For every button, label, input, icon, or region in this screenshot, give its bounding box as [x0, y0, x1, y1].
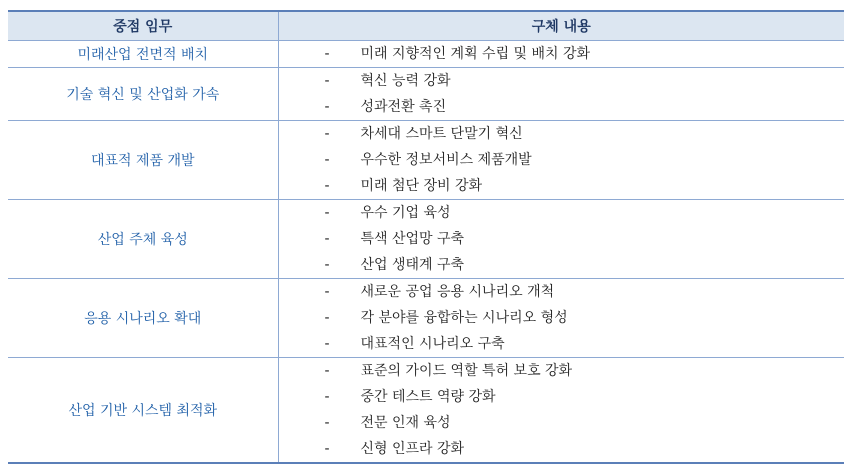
detail-text: 새로운 공업 응용 시나리오 개척: [360, 284, 555, 300]
detail-text: 특색 산업망 구축: [360, 231, 465, 247]
task-cell: 미래산업 전면적 배치: [8, 41, 278, 68]
detail-text: 미래 첨단 장비 강화: [360, 178, 483, 194]
detail-item: [279, 305, 845, 331]
bullet-dash: -: [324, 389, 330, 405]
bullet-dash: -: [324, 441, 330, 457]
task-cell: 응용 시나리오 확대: [8, 279, 278, 358]
detail-text: 우수한 정보서비스 제품개발: [360, 152, 532, 168]
table-row: [8, 41, 844, 68]
detail-text: 혁신 능력 강화: [360, 73, 451, 89]
details-cell: [278, 200, 844, 279]
detail-item: [279, 173, 845, 199]
details-cell: [278, 41, 844, 68]
detail-item: [279, 121, 845, 147]
detail-text: 차세대 스마트 단말기 혁신: [360, 126, 523, 142]
header-details: 구체 내용: [278, 11, 844, 41]
task-cell: 산업 기반 시스템 최적화: [8, 358, 278, 464]
detail-item: [279, 94, 845, 120]
detail-item: [279, 358, 845, 384]
bullet-dash: -: [324, 284, 330, 300]
table-row: [8, 358, 844, 464]
details-cell: [278, 279, 844, 358]
detail-text: 각 분야를 융합하는 시나리오 형성: [360, 310, 568, 326]
bullet-dash: -: [324, 46, 330, 62]
detail-text: 전문 인재 육성: [360, 415, 451, 431]
detail-item: [279, 68, 845, 94]
bullet-dash: -: [324, 336, 330, 352]
detail-item: [279, 41, 845, 67]
details-cell: [278, 358, 844, 464]
detail-item: [279, 384, 845, 410]
detail-item: [279, 279, 845, 305]
bullet-dash: -: [324, 99, 330, 115]
bullet-dash: -: [324, 310, 330, 326]
detail-item: [279, 147, 845, 173]
table-row: [8, 121, 844, 200]
task-cell: 기술 혁신 및 산업화 가속: [8, 68, 278, 121]
bullet-dash: -: [324, 126, 330, 142]
bullet-dash: -: [324, 73, 330, 89]
details-cell: [278, 68, 844, 121]
bullet-dash: -: [324, 178, 330, 194]
detail-text: 대표적인 시나리오 구축: [360, 336, 505, 352]
detail-text: 미래 지향적인 계획 수립 및 배치 강화: [360, 46, 591, 62]
mission-table: [8, 10, 844, 464]
task-cell: 산업 주체 육성: [8, 200, 278, 279]
table-row: [8, 200, 844, 279]
bullet-dash: -: [324, 152, 330, 168]
bullet-dash: -: [324, 257, 330, 273]
detail-item: [279, 226, 845, 252]
table-row: [8, 279, 844, 358]
bullet-dash: -: [324, 205, 330, 221]
detail-text: 성과전환 촉진: [360, 99, 447, 115]
table-row: [8, 68, 844, 121]
details-cell: [278, 121, 844, 200]
detail-text: 표준의 가이드 역할 특허 보호 강화: [360, 363, 573, 379]
task-cell: 대표적 제품 개발: [8, 121, 278, 200]
detail-text: 신형 인프라 강화: [360, 441, 465, 457]
detail-item: [279, 410, 845, 436]
detail-item: [279, 200, 845, 226]
detail-item: [279, 331, 845, 357]
detail-item: [279, 252, 845, 278]
bullet-dash: -: [324, 231, 330, 247]
detail-text: 우수 기업 육성: [360, 205, 451, 221]
header-row: [8, 11, 844, 41]
detail-text: 중간 테스트 역량 강화: [360, 389, 496, 405]
detail-text: 산업 생태계 구축: [360, 257, 465, 273]
bullet-dash: -: [324, 363, 330, 379]
bullet-dash: -: [324, 415, 330, 431]
header-key-task: 중점 임무: [8, 11, 278, 41]
detail-item: [279, 436, 845, 462]
